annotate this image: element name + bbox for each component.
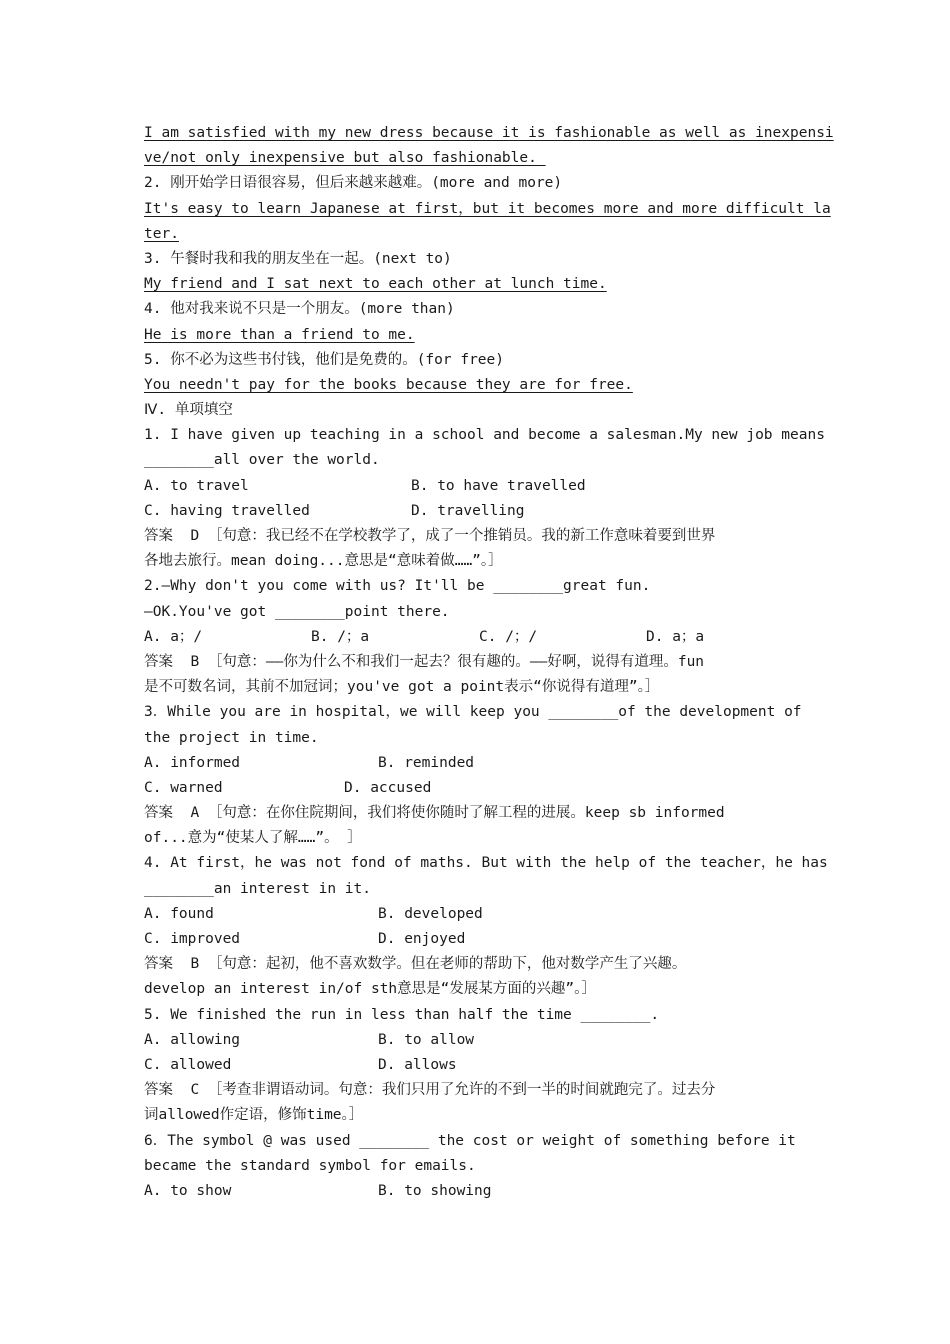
option-row <box>144 776 808 801</box>
answer-line: ter. <box>144 225 179 242</box>
answer-explanation: 答案 D ［句意：我已经不在学校教学了，成了一个推销员。我的新工作意味着要到世界 <box>144 528 716 544</box>
question-1 <box>144 423 825 574</box>
option-b: B. to showing <box>378 1182 492 1199</box>
option-d: D. accused <box>344 779 432 796</box>
option-row <box>144 474 808 499</box>
answer-explanation: develop an interest in/of sth意思是“发展某方面的兴趣”。］ <box>144 981 596 998</box>
option-a: A. a；/ <box>144 628 203 645</box>
translation-prompt: 5. 你不必为这些书付钱，他们是免费的。(for free) <box>144 351 504 368</box>
answer-line: I am satisfied with my new dress because it is fashionable as well as inexpensi <box>144 125 834 141</box>
option-d: D. a；a <box>646 628 705 645</box>
option-row <box>144 625 808 650</box>
option-b: B. /；a <box>311 628 370 645</box>
option-c: C. having travelled <box>144 502 310 519</box>
answer-explanation: 答案 B ［句意：起初，他不喜欢数学。但在老师的帮助下，他对数学产生了兴趣。 <box>144 956 687 973</box>
option-c: C. /；/ <box>479 628 538 645</box>
question-3 <box>144 700 808 851</box>
option-a: A. to travel <box>144 477 249 494</box>
option-row <box>144 1028 808 1053</box>
option-d: D. allows <box>378 1056 457 1073</box>
translation-prompt: 3. 午餐时我和我的朋友坐在一起。(next to) <box>144 250 452 267</box>
answer-line: ve/not only inexpensive but also fashionable. <box>144 150 546 167</box>
option-row <box>144 927 808 952</box>
question-stem: —OK.You've got ________point there. <box>144 603 450 620</box>
option-row <box>144 1053 808 1078</box>
page-content <box>144 121 834 1204</box>
option-b: B. to have travelled <box>411 477 586 494</box>
option-d: D. enjoyed <box>378 931 466 947</box>
section-title: Ⅳ. 单项填空 <box>144 402 233 419</box>
translation-item-5 <box>144 348 808 398</box>
option-row <box>144 751 808 776</box>
question-stem: 1. I have given up teaching in a school and become a salesman.My new job means <box>144 427 825 444</box>
answer-line: My friend and I sat next to each other at lunch time. <box>144 276 607 293</box>
option-c: C. allowed <box>144 1056 232 1073</box>
question-stem: became the standard symbol for emails. <box>144 1157 476 1174</box>
option-row <box>144 902 808 927</box>
option-a: A. to show <box>144 1182 232 1199</box>
option-a: A. informed <box>144 754 241 771</box>
question-stem: ________all over the world. <box>144 452 380 469</box>
answer-explanation: 词allowed作定语，修饰time。］ <box>144 1107 364 1124</box>
translation-item-3 <box>144 247 808 297</box>
question-5 <box>144 1003 808 1129</box>
translation-item-2 <box>144 171 831 247</box>
option-c: C. warned <box>144 779 223 796</box>
option-a: A. allowing <box>144 1031 241 1048</box>
option-c: C. improved <box>144 931 241 947</box>
option-row <box>144 499 808 524</box>
question-stem: 5. We finished the run in less than half the time ________. <box>144 1006 660 1023</box>
question-4 <box>144 851 828 1002</box>
option-b: B. to allow <box>378 1031 475 1048</box>
option-d: D. travelling <box>411 502 525 519</box>
question-stem: 2.—Why don't you come with us? It'll be ________great fun. <box>144 578 651 595</box>
answer-explanation: 答案 B ［句意：——你为什么不和我们一起去？很有趣的。——好啊，说得有道理。fun <box>144 653 705 670</box>
question-stem: 4. At first，he was not fond of maths. But with the help of the teacher，he has <box>144 855 828 872</box>
translation-prompt: 2. 刚开始学日语很容易，但后来越来越难。(more and more) <box>144 175 563 192</box>
translation-prompt: 4. 他对我来说不只是一个朋友。(more than) <box>144 301 455 318</box>
option-b: B. reminded <box>378 754 475 771</box>
option-row <box>144 1179 808 1204</box>
translation-item-4 <box>144 297 808 347</box>
question-stem: the project in time. <box>144 729 319 746</box>
question-2 <box>144 574 808 700</box>
question-stem: 6．The symbol @ was used ________ the cost or weight of something before it <box>144 1132 796 1149</box>
answer-line: He is more than a friend to me. <box>144 326 415 343</box>
answer-explanation: of...意为“使某人了解……”。 ］ <box>144 830 362 847</box>
translation-item-1 <box>144 121 834 171</box>
answer-explanation: 答案 C ［考查非谓语动词。句意：我们只用了允许的不到一半的时间就跑完了。过去分 <box>144 1082 716 1099</box>
question-stem: 3．While you are in hospital，we will keep you ________of the development of <box>144 704 802 721</box>
question-stem: ________an interest in it. <box>144 880 371 897</box>
answer-line: It's easy to learn Japanese at first，but it becomes more and more difficult la <box>144 200 831 217</box>
option-b: B. developed <box>378 905 483 922</box>
answer-explanation: 各地去旅行。mean doing...意思是“意味着做……”。］ <box>144 553 503 570</box>
answer-explanation: 答案 A ［句意：在你住院期间，我们将使你随时了解工程的进展。keep sb informed <box>144 805 725 822</box>
answer-explanation: 是不可数名词，其前不加冠词；you've got a point表示“你说得有道理”。］ <box>144 679 660 696</box>
answer-line: You needn't pay for the books because they are for free. <box>144 376 633 393</box>
option-a: A. found <box>144 905 214 922</box>
question-6 <box>144 1129 808 1205</box>
